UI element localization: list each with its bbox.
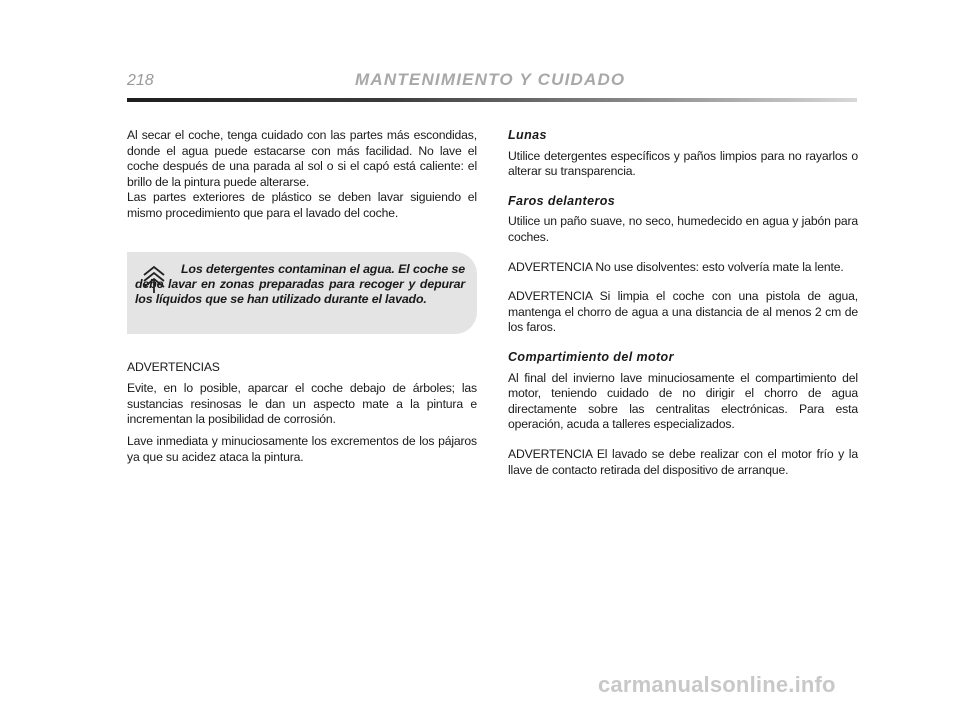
section-title: MANTENIMIENTO Y CUIDADO [355,70,626,89]
watermark-text: carmanualsonline.info [598,672,836,697]
header-divider [127,98,857,102]
page-number: 218 [127,72,154,89]
heading-motor: Compartimiento del motor [508,349,674,364]
warning-birds: Lave inmediata y minuciosamente los excrementos de los pájaros ya que su acidez ataca la pintura. [127,433,477,464]
right-column [508,128,858,478]
intro-paragraph-1: Al secar el coche, tenga cuidado con las partes más escondidas, donde el agua puede estacarse con más facilidad. No lave el coche después de una parada al sol o si el capó está caliente: el brillo de la pintura puede alterarse. [127,128,477,189]
page-header [127,70,857,106]
heading-lunas: Lunas [508,128,547,142]
left-column [127,128,477,465]
warnings-heading: ADVERTENCIAS [127,359,220,374]
faros-text: Utilice un paño suave, no seco, humedecido en agua y jabón para coches. [508,214,858,244]
intro-paragraph-2: Las partes exteriores de plástico se deben lavar siguiendo el mismo procedimiento que para el lavado del coche. [127,190,477,220]
environment-note-box [127,252,477,334]
warning-trees: Evite, en lo posible, aparcar el coche debajo de árboles; las sustancias resinosas le dan un aspecto mate a la pintura e incrementan la posibilidad de corrosión. [127,381,477,427]
faros-warning-pressure: ADVERTENCIA Si limpia el coche con una pistola de agua, mantenga el chorro de agua a una distancia de al menos 2 cm de los faros. [508,289,858,335]
heading-faros: Faros delanteros [508,193,616,208]
motor-warning: ADVERTENCIA El lavado se debe realizar con el motor frío y la llave de contacto retirada del dispositivo de arranque. [508,446,858,477]
faros-warning-solvents: ADVERTENCIA No use disolventes: esto volvería mate la lente. [508,259,844,274]
lunas-text: Utilice detergentes específicos y paños limpios para no rayarlos o alterar su transparencia. [508,148,858,179]
environment-note-text: Los detergentes contaminan el agua. El coche se debe lavar en zonas preparadas para recoger y depurar los líquidos que se han utilizado durante el lavado. [135,261,465,307]
recycle-arrow-icon [141,264,167,294]
motor-text: Al final del invierno lave minuciosamente el compartimiento del motor, teniendo cuidado de no dirigir el chorro de agua directamente sobre las centralitas electrónicas. Para esta operación, acuda a talleres especializados. [508,370,858,432]
